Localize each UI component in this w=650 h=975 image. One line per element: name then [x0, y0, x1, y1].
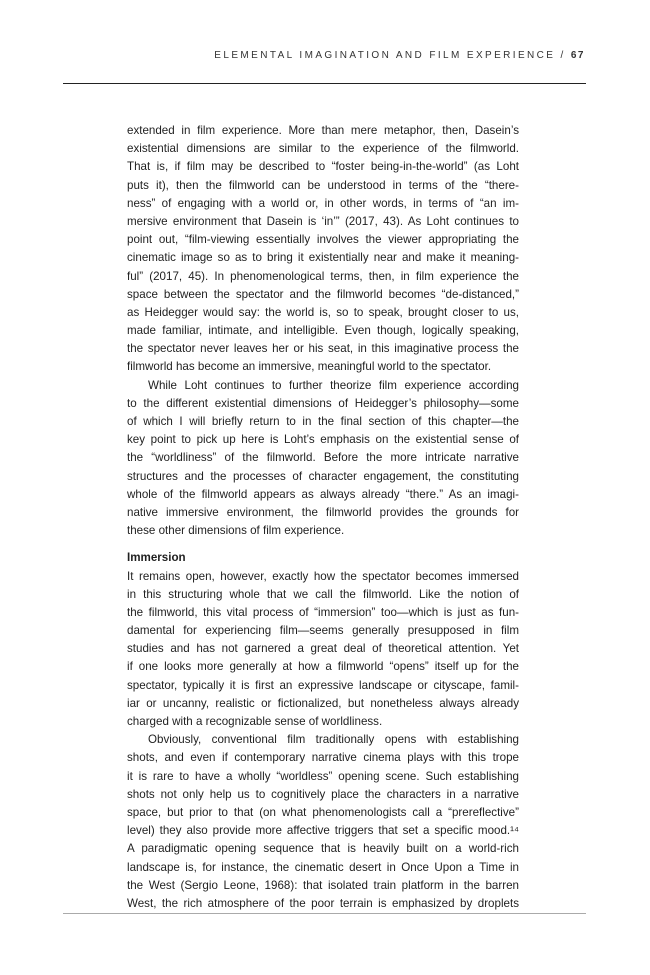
running-head [214, 50, 585, 61]
text-line: ness” of engaging with a world or, in other words, in terms of “an im- [127, 196, 519, 210]
text-line: cinematic image so as to bring it existentially near and make it meaning- [127, 251, 519, 265]
text-line: level) they also provide more affective triggers that set a specific mood.¹⁴ [127, 824, 519, 838]
paragraph [127, 731, 519, 913]
text-line: filmworld has become an immersive, meaningful world to the spectator. [127, 360, 492, 374]
text-line: point out, “film-viewing essentially involves the viewer appropriating the [127, 233, 519, 247]
text-line: the spectator never leaves her or his seat, in this imaginative process the [127, 342, 519, 356]
text-line: whole of the filmworld appears as always already “there.” As an imagi- [127, 487, 519, 501]
text-line: It remains open, however, exactly how the spectator becomes immersed [127, 569, 519, 583]
text-line: puts it), then the filmworld can be understood in terms of the “there- [127, 178, 519, 192]
text-line: damental for experiencing film—seems generally presupposed in film [127, 624, 519, 638]
text-line: the West (Sergio Leone, 1968): that isolated train platform in the barren [127, 878, 519, 892]
paragraph [127, 122, 519, 377]
text-line: the “worldliness” of the filmworld. Before the more intricate narrative [127, 451, 519, 465]
text-line: West, the rich atmosphere of the poor terrain is emphasized by droplets [127, 896, 519, 910]
text-line: space between the spectator and the filmworld becomes “de-distanced,” [127, 287, 519, 301]
text-line: these other dimensions of film experience. [127, 524, 345, 538]
text-line: the filmworld, this vital process of “immersion” too—which is just as fun- [127, 605, 519, 619]
text-line: in this structuring whole that we call the filmworld. Like the notion of [127, 587, 519, 601]
text-line: shots, and even if contemporary narrative cinema plays with this trope [127, 751, 519, 765]
text-line: charged with a recognizable sense of worldliness. [127, 715, 383, 728]
paragraph [127, 377, 519, 541]
header-rule [63, 83, 586, 84]
text-line: key point to pick up here is Loht’s emphasis on the existential sense of [127, 433, 519, 447]
text-line: as Heidegger would say: the world is, so to speak, brought closer to us, [127, 305, 519, 319]
running-title: ELEMENTAL IMAGINATION AND FILM EXPERIENCE / [214, 50, 571, 61]
body-text [127, 122, 519, 913]
text-line: spectator, typically it is first an expressive landscape or cityscape, famil- [127, 678, 519, 692]
text-line: it is rare to have a wholly “worldless” opening scene. Such establishing [127, 769, 519, 783]
text-line: of which I will briefly return to in the final section of this chapter—the [127, 415, 519, 428]
text-line: landscape is, for instance, the cinematic desert in Once Upon a Time in [127, 860, 519, 874]
text-line: iar or uncanny, realistic or fictionalized, but nonetheless always already [127, 696, 519, 710]
section-heading: Immersion [127, 551, 186, 565]
text-line: ful” (2017, 45). In phenomenological terms, then, in film experience the [127, 269, 519, 283]
text-line: structures and the processes of character engagement, the constituting [127, 469, 519, 483]
text-line: A paradigmatic opening sequence that is heavily built on a world-rich [127, 842, 519, 856]
text-line: extended in film experience. More than mere metaphor, then, Dasein’s [127, 124, 519, 137]
text-line: That is, if film may be described to “foster being-in-the-world” (as Loht [127, 160, 519, 174]
text-line: if one looks more generally at how a filmworld “opens” itself up for the [127, 660, 519, 674]
text-line: shots not only help us to cognitively place the characters in a narrative [127, 787, 519, 801]
text-line: While Loht continues to further theorize film experience according [148, 378, 519, 392]
text-line: mersive environment that Dasein is ‘in’” (2017, 43). As Loht continues to [127, 214, 519, 228]
text-line: to the different existential dimensions of Heidegger’s philosophy—some [127, 396, 519, 410]
paragraph [127, 568, 519, 732]
text-line: Obviously, conventional film traditionally opens with establishing [148, 733, 519, 747]
text-line: existential dimensions are similar to the experience of the filmworld. [127, 142, 519, 156]
text-line: studies and has not garnered a great deal of theoretical attention. Yet [127, 642, 519, 656]
text-line: made familiar, intimate, and intelligible. Even though, logically speaking, [127, 324, 519, 338]
text-line: native immersive environment, the filmworld provides the grounds for [127, 505, 519, 519]
text-line: space, but prior to that (on what phenomenologists call a “prereflective” [127, 805, 519, 819]
footer-rule [63, 913, 586, 914]
page-number: 67 [570, 50, 585, 61]
